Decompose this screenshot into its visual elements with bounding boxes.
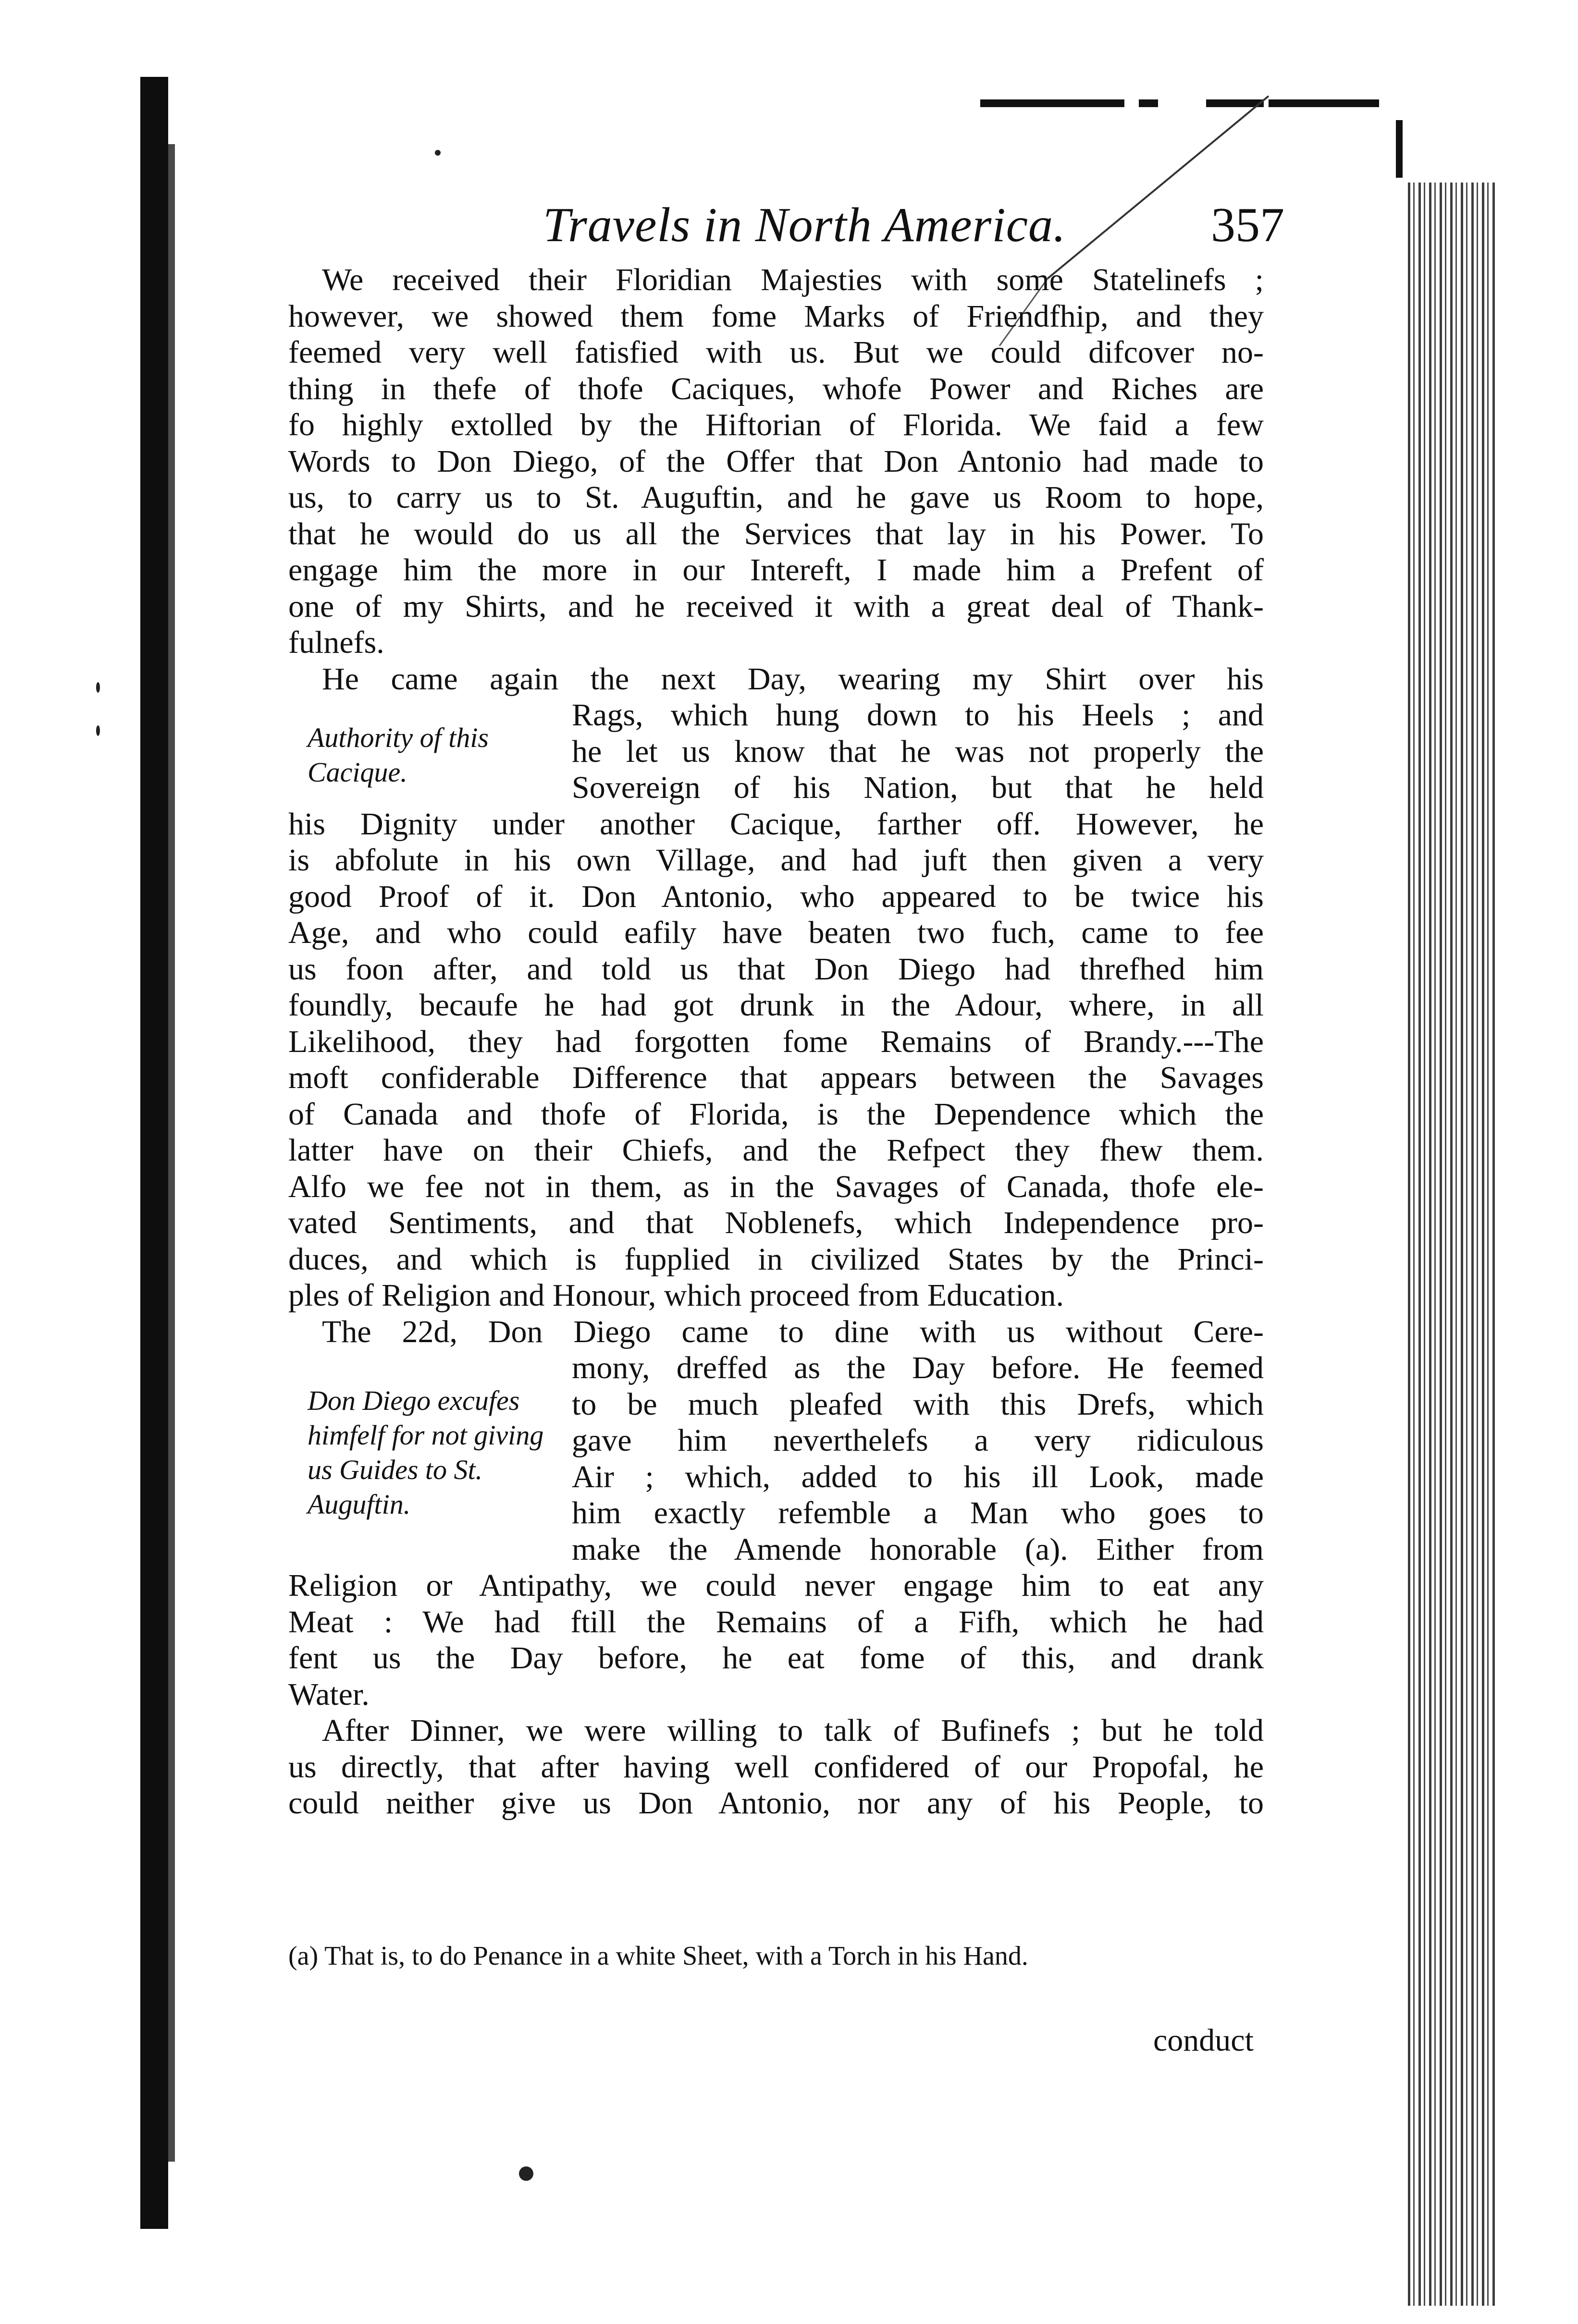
text-line: he let us know that he was not properly the bbox=[572, 734, 1264, 769]
text-line: that he would do us all the Services that lay in his Power. To bbox=[288, 516, 1264, 551]
text-line: make the Amende honorable (a). Either from bbox=[572, 1531, 1264, 1567]
page-number: 357 bbox=[1211, 198, 1284, 252]
text-line: He came again the next Day, wearing my Shirt over his bbox=[322, 661, 1264, 697]
text-line: Meat : We had ftill the Remains of a Fifh, which he had bbox=[288, 1604, 1264, 1639]
text-line: fent us the Day before, he eat fome of this, and drank bbox=[288, 1640, 1264, 1676]
text-line: Religion or Antipathy, we could never engage him to eat any bbox=[288, 1568, 1264, 1603]
text-line: Words to Don Diego, of the Offer that Don Antonio had made to bbox=[288, 443, 1264, 479]
text-line: The 22d, Don Diego came to dine with us without Cere- bbox=[322, 1314, 1264, 1349]
text-line: Age, and who could eafily have beaten two fuch, came to fee bbox=[288, 915, 1264, 950]
text-line: him exactly refemble a Man who goes to bbox=[572, 1495, 1264, 1530]
scan-speck bbox=[519, 2166, 533, 2181]
text-line: Water. bbox=[288, 1676, 370, 1712]
text-line: gave him neverthelefs a very ridiculous bbox=[572, 1423, 1264, 1458]
text-line: mony, dreffed as the Day before. He feemed bbox=[572, 1350, 1264, 1385]
text-line: good Proof of it. Don Antonio, who appeared to be twice his bbox=[288, 879, 1264, 914]
text-line: duces, and which is fupplied in civilized States by the Princi- bbox=[288, 1241, 1264, 1277]
text-line: After Dinner, we were willing to talk of Bufinefs ; but he told bbox=[322, 1713, 1264, 1748]
text-line: us directly, that after having well confidered of our Propofal, he bbox=[288, 1749, 1264, 1785]
text-line: vated Sentiments, and that Noblenefs, which Independence pro- bbox=[288, 1205, 1264, 1240]
margin-note-authority: Authority of this Cacique. bbox=[308, 722, 489, 788]
text-line: Air ; which, added to his ill Look, made bbox=[572, 1459, 1264, 1494]
text-line: latter have on their Chiefs, and the Refpect they fhew them. bbox=[288, 1133, 1264, 1168]
text-line: thing in thefe of thofe Caciques, whofe Power and Riches are bbox=[288, 371, 1264, 406]
text-line: one of my Shirts, and he received it with a great deal of Thank- bbox=[288, 588, 1264, 624]
text-line: fulnefs. bbox=[288, 625, 384, 660]
margin-note-excuses: Don Diego excufes himfelf for not giving us Guides to St. Auguftin. bbox=[308, 1385, 544, 1520]
footnote: (a) That is, to do Penance in a white Sheet, with a Torch in his Hand. bbox=[288, 1941, 1028, 1971]
text-line: is abfolute in his own Village, and had juft then given a very bbox=[288, 843, 1264, 878]
text-line: however, we showed them fome Marks of Friendfhip, and they bbox=[288, 298, 1264, 334]
body-text bbox=[288, 262, 1264, 1822]
text-line: Alfo we fee not in them, as in the Savages of Canada, thofe ele- bbox=[288, 1169, 1264, 1204]
text-line: Rags, which hung down to his Heels ; and bbox=[572, 697, 1264, 733]
text-line: engage him the more in our Intereft, I made him a Prefent of bbox=[288, 552, 1264, 587]
text-line: moft confiderable Difference that appears between the Savages bbox=[288, 1060, 1264, 1095]
text-line: us foon after, and told us that Don Diego had threfhed him bbox=[288, 951, 1264, 987]
text-line: of Canada and thofe of Florida, is the Dependence which the bbox=[288, 1096, 1264, 1132]
text-line: ples of Religion and Honour, which proceed from Education. bbox=[288, 1278, 1064, 1313]
running-head: Travels in North America. bbox=[543, 198, 1066, 252]
scan-speck bbox=[435, 150, 441, 156]
text-line: We received their Floridian Majesties with some Statelinefs ; bbox=[322, 262, 1264, 297]
text-line: us, to carry us to St. Auguftin, and he gave us Room to hope, bbox=[288, 480, 1264, 515]
text-line: feemed very well fatisfied with us. But we could difcover no- bbox=[288, 335, 1264, 370]
text-line: to be much pleafed with this Drefs, which bbox=[572, 1386, 1264, 1422]
text-line: could neither give us Don Antonio, nor any of his People, to bbox=[288, 1786, 1264, 1821]
text-line: fo highly extolled by the Hiftorian of Florida. We faid a few bbox=[288, 407, 1264, 442]
text-line: Sovereign of his Nation, but that he held bbox=[572, 770, 1264, 805]
text-line: his Dignity under another Cacique, farther off. However, he bbox=[288, 806, 1264, 842]
catchword: conduct bbox=[1153, 2023, 1254, 2058]
text-line: Likelihood, they had forgotten fome Remains of Brandy.---The bbox=[288, 1024, 1264, 1059]
text-line: foundly, becaufe he had got drunk in the Adour, where, in all bbox=[288, 988, 1264, 1023]
scan-speck bbox=[96, 682, 100, 693]
scan-speck bbox=[96, 725, 100, 736]
